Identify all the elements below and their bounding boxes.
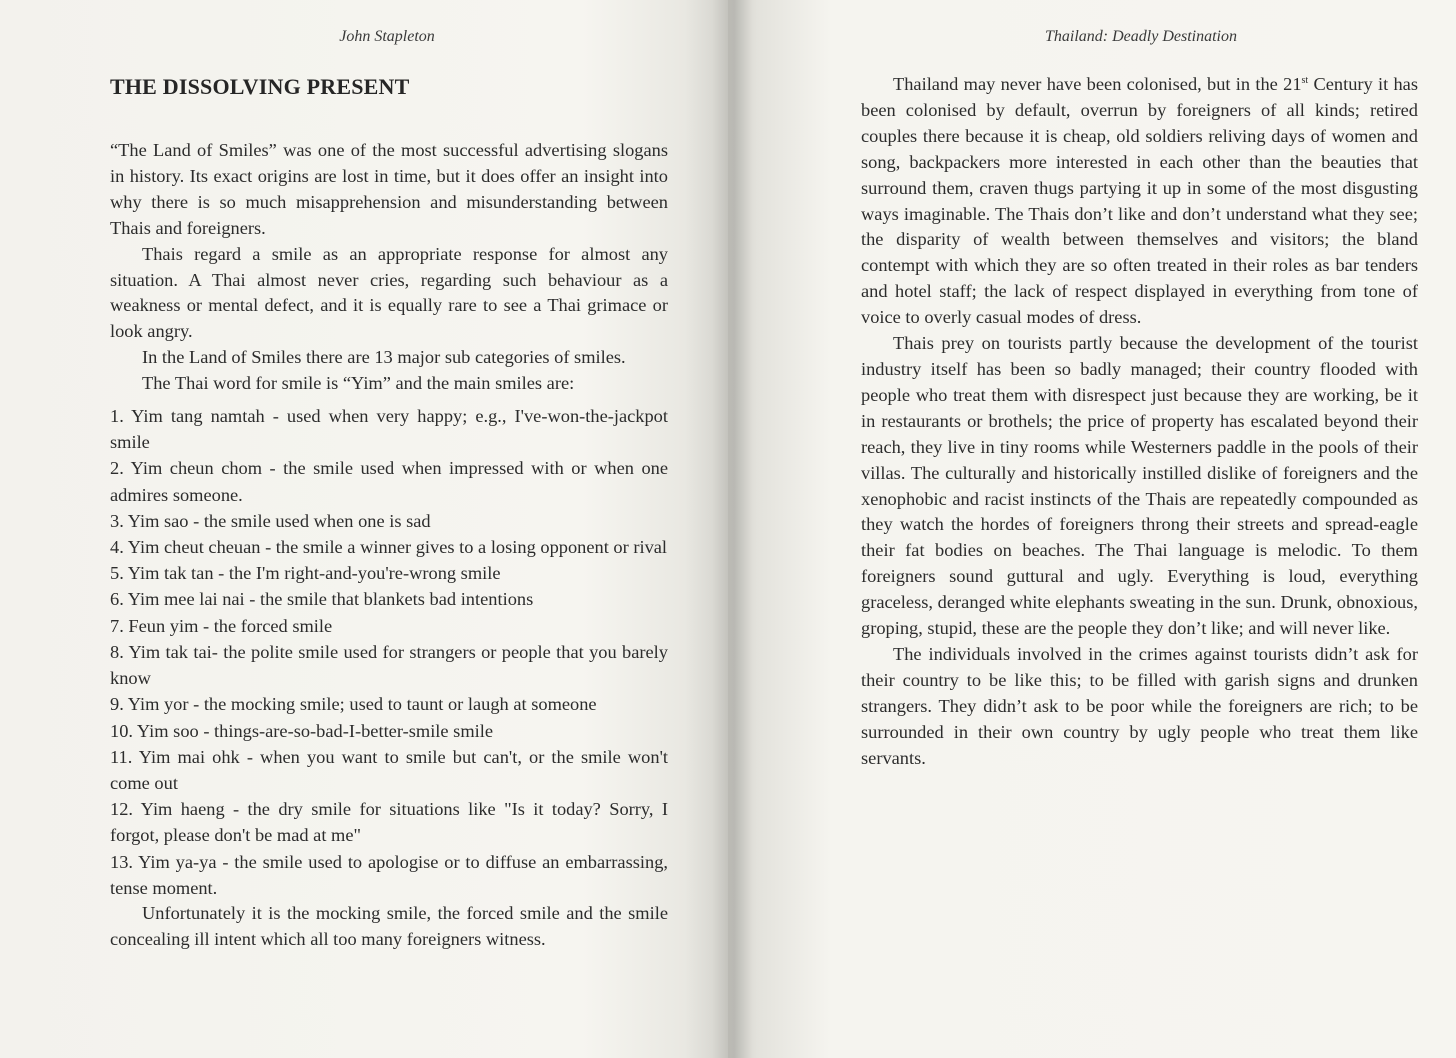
list-item: 12. Yim haeng - the dry smile for situations like "Is it today? Sorry, I forgot, please don't be mad at me"	[110, 799, 668, 846]
running-head-book-title: Thailand: Deadly Destination	[1045, 28, 1237, 45]
list-item: 5. Yim tak tan - the I'm right-and-you're-wrong smile	[110, 563, 501, 584]
list-item: 9. Yim yor - the mocking smile; used to taunt or laugh at someone	[110, 694, 597, 715]
list-item: 13. Yim ya-ya - the smile used to apologise or to diffuse an embarrassing, tense moment.	[110, 851, 668, 898]
list-item: 11. Yim mai ohk - when you want to smile but can't, or the smile won't come out	[110, 746, 668, 793]
paragraph-text: Thailand may never have been colonised, but in the 21	[893, 74, 1302, 94]
list-item: 4. Yim cheut cheuan - the smile a winner gives to a losing opponent or rival	[110, 537, 668, 558]
paragraph: The Thai word for smile is “Yim” and the main smiles are:	[142, 373, 575, 394]
paragraph	[861, 72, 1418, 331]
list-item: 7. Feun yim - the forced smile	[110, 615, 333, 636]
closing-paragraph: Unfortunately it is the mocking smile, the forced smile and the smile concealing ill intent which all too many foreigners witness.	[110, 902, 668, 949]
right-page	[728, 0, 1456, 1058]
paragraph: “The Land of Smiles” was one of the most successful advertising slogans in history. Its exact origins are lost in time, but it does offer an insight into why there is so much misapprehension and misunderstanding between Thais and foreigners.	[110, 140, 668, 238]
list-item: 8. Yim tak tai- the polite smile used for strangers or people that you barely know	[110, 641, 668, 689]
paragraph: In the Land of Smiles there are 13 major sub categories of smiles.	[142, 347, 626, 368]
ordinal-suffix: st	[1301, 75, 1309, 86]
paragraph-text: Century it has been colonised by default, overrun by foreigners of all kinds; retired couples there because it is cheap, old soldiers reliving days of women and song, backpackers more interested in each other than the beauties that surround them, craven thugs partying it up in some of the most disgusting ways imaginable. The Thais don’t like and don’t understand what they see; the disparity of wealth between themselves and visitors; the bland contempt with which they are so often treated in their roles as bar tenders and hotel staff; the lack of respect displayed in everything from tone of voice to overly casual modes of dress.	[861, 74, 1418, 328]
list-item: 6. Yim mee lai nai - the smile that blankets bad intentions	[110, 589, 534, 610]
list-item: 10. Yim soo - things-are-so-bad-I-better-smile smile	[110, 720, 494, 741]
smiles-list	[110, 403, 668, 901]
list-item: 3. Yim sao - the smile used when one is sad	[110, 510, 431, 531]
right-page-body	[861, 72, 1418, 771]
paragraph: The individuals involved in the crimes against tourists didn’t ask for their country to be like this; to be filled with garish signs and drunken strangers. They didn’t ask to be poor while the foreigners are rich; to be surrounded in their own country by ugly people who treat them like servants.	[861, 643, 1418, 768]
left-page-body	[110, 74, 668, 953]
paragraph: Thais regard a smile as an appropriate response for almost any situation. A Thai almost never cries, regarding such behaviour as a weakness or mental defect, and it is equally rare to see a Thai grimace or look angry.	[110, 243, 668, 342]
running-head-author: John Stapleton	[339, 28, 435, 45]
chapter-title: THE DISSOLVING PRESENT	[110, 74, 410, 99]
paragraph: Thais prey on tourists partly because the development of the tourist industry itself has been so badly managed; their country flooded with people who treat them with disrespect just because they are working, be it in restaurants or brothels; the price of property has escalated beyond their reach, they live in tiny rooms while Westerners paddle in the pools of their villas. The culturally and historically instilled dislike of foreigners and the xenophobic and racist instincts of the Thais are repeatedly compounded as they watch the hordes of foreigners throng their streets and spread-eagle their fat bodies on beaches. The Thai language is melodic. To them foreigners sound guttural and ugly. Everything is loud, everything graceless, deranged white elephants sweating in the sun. Drunk, obnoxious, groping, stupid, these are the people they don’t like; and will never like.	[861, 333, 1418, 639]
list-item: 2. Yim cheun chom - the smile used when impressed with or when one admires someone.	[110, 458, 668, 505]
list-item: 1. Yim tang namtah - used when very happy; e.g., I've-won-the-jackpot smile	[110, 406, 668, 453]
